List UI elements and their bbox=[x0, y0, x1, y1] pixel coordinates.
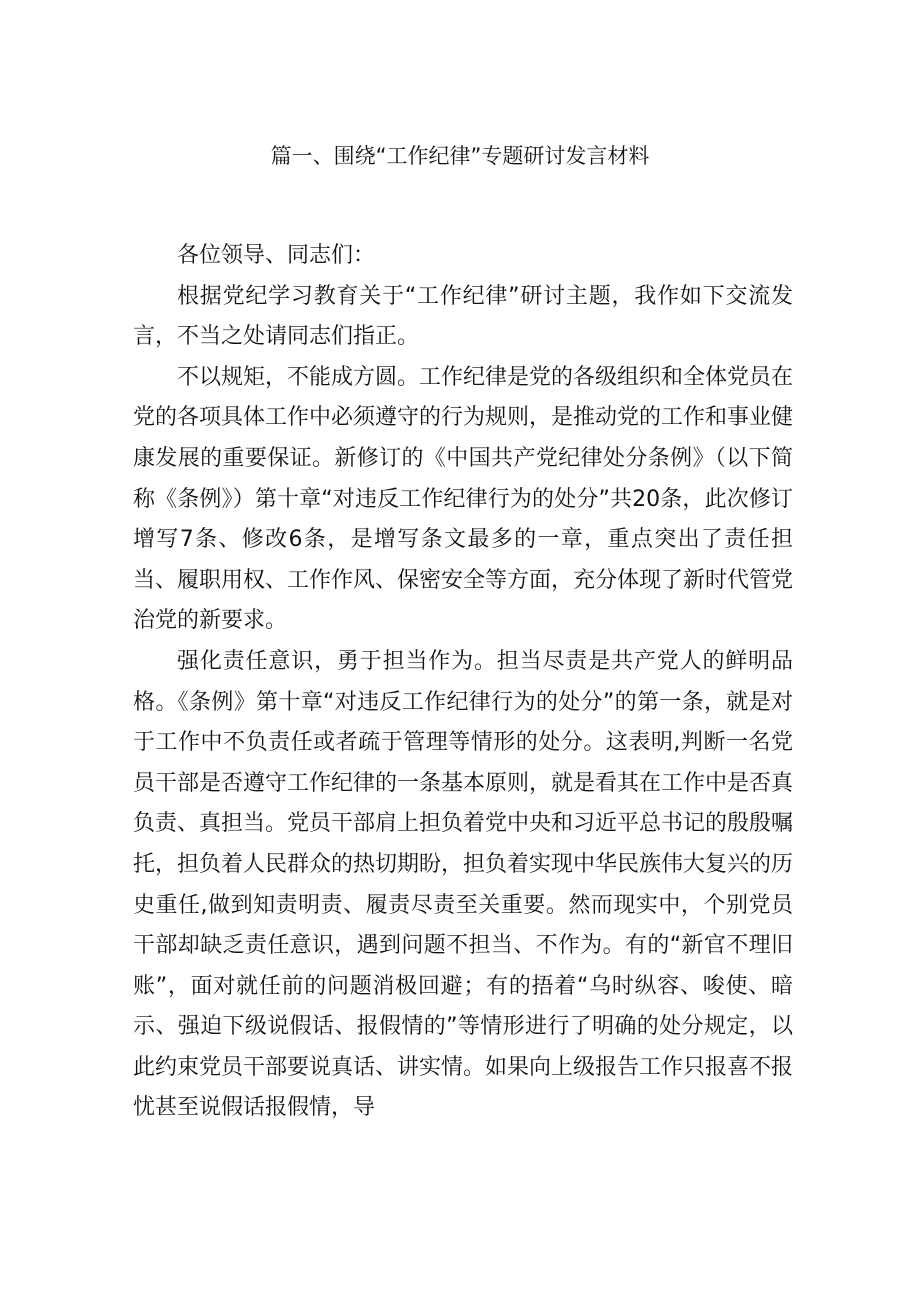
document-title: 篇一、围绕“工作纪律”专题研讨发言材料 bbox=[270, 144, 650, 168]
salutation: 各位领导、同志们： bbox=[177, 243, 376, 268]
paragraph-responsibility: 强化责任意识，勇于担当作为。担当尽责是共产党人的鲜明品格。《条例》第十章“对违反工作纪律行为的处分”的第一条，就是对于工作中不负责任或者疏于管理等情形的处分。这表明,判断一名党员干部是否遵守工作纪律的一条基本原则，就是看其在工作中是否真负责、真担当。党员干部肩上担负着党中央和习近平总书记的殷殷嘱托，担负着人民群众的热切期盼，担负着实现中华民族伟大复兴的历史重任,做到知责明责、履责尽责至关重要。然而现实中，个别党员干部却缺乏责任意识，遇到问题不担当、不作为。有的“新官不理旧账”，面对就任前的问题消极回避；有的捂着“乌时纵容、唆使、暗示、强迫下级说假话、报假情的”等情形进行了明确的处分规定，以此约束党员干部要说真话、讲实情。如果向上级报告工作只报喜不报忧甚至说假话报假情，导 bbox=[133, 648, 794, 1121]
document-body bbox=[133, 236, 793, 1129]
paragraph-intro: 根据党纪学习教育关于“工作纪律”研讨主题，我作如下交流发言，不当之处请同志们指正。 bbox=[133, 283, 793, 350]
paragraph-discipline-overview: 不以规矩，不能成方圆。工作纪律是党的各级组织和全体党员在党的各项具体工作中必须遵守的行为规则，是推动党的工作和事业健康发展的重要保证。新修订的《中国共产党纪律处分条例》（以下简称《条例》）第十章“对违反工作纪律行为的处分”共20条，此次修订增写7条、修改6条，是增写条文最多的一章，重点突出了责任担当、履职用权、工作作风、保密安全等方面，充分体现了新时代管党治党的新要求。 bbox=[133, 364, 794, 634]
